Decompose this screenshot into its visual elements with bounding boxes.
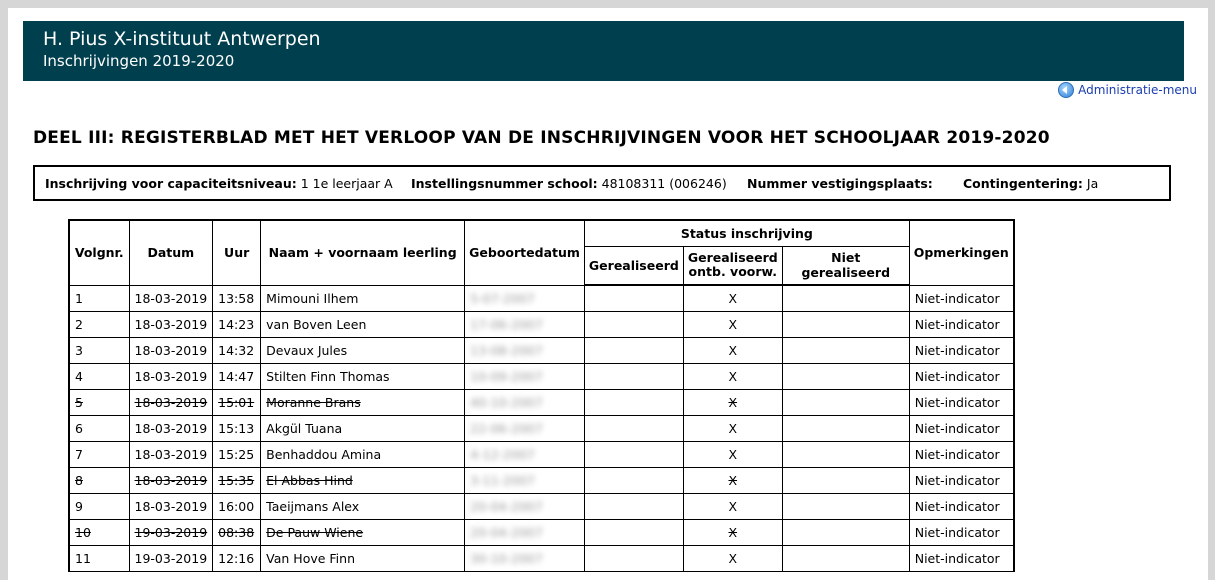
cell-ontb-voorw: X (683, 285, 782, 312)
cell-gerealiseerd (584, 468, 683, 494)
cell-gerealiseerd (584, 312, 683, 338)
capaciteit-value: 1 1e leerjaar A (300, 175, 393, 191)
cell-naam: van Boven Leen (261, 312, 465, 338)
cell-gerealiseerd (584, 546, 683, 572)
cell-ontb-voorw: X (683, 468, 782, 494)
cell-ontb-voorw: X (683, 520, 782, 546)
cell-opmerkingen: Niet-indicator (909, 520, 1014, 546)
contingentering-label: Contingentering: (963, 175, 1083, 191)
cell-ontb-voorw: X (683, 338, 782, 364)
table-row (69, 416, 1014, 442)
back-arrow-icon (1058, 82, 1074, 98)
col-gerealiseerd: Gerealiseerd (584, 246, 683, 285)
cell-niet-gerealiseerd (782, 468, 909, 494)
cell-geboortedatum: 30-10-2007 (465, 546, 585, 572)
cell-gerealiseerd (584, 390, 683, 416)
cell-opmerkingen: Niet-indicator (909, 285, 1014, 312)
cell-ontb-voorw: X (683, 416, 782, 442)
cell-uur: 15:35 (213, 468, 261, 494)
cell-datum: 18-03-2019 (129, 390, 213, 416)
table-row (69, 494, 1014, 520)
table-row (69, 520, 1014, 546)
cell-uur: 15:25 (213, 442, 261, 468)
vestiging-info (747, 176, 963, 191)
cell-niet-gerealiseerd (782, 285, 909, 312)
cell-volgnr: 1 (69, 285, 129, 312)
info-box (33, 165, 1171, 201)
cell-volgnr: 8 (69, 468, 129, 494)
cell-gerealiseerd (584, 494, 683, 520)
cell-ontb-voorw: X (683, 312, 782, 338)
cell-niet-gerealiseerd (782, 546, 909, 572)
cell-datum: 18-03-2019 (129, 416, 213, 442)
cell-naam: Van Hove Finn (261, 546, 465, 572)
cell-uur: 16:00 (213, 494, 261, 520)
cell-datum: 19-03-2019 (129, 520, 213, 546)
col-niet-gerealiseerd: Niet gerealiseerd (782, 246, 909, 285)
table-row (69, 546, 1014, 572)
cell-uur: 08:38 (213, 520, 261, 546)
cell-naam: Taeijmans Alex (261, 494, 465, 520)
cell-datum: 18-03-2019 (129, 442, 213, 468)
cell-geboortedatum: 3-11-2007 (465, 468, 585, 494)
col-naam: Naam + voornaam leerling (261, 220, 465, 285)
cell-uur: 13:58 (213, 285, 261, 312)
cell-naam: Moranne Brans (261, 390, 465, 416)
cell-volgnr: 4 (69, 364, 129, 390)
cell-opmerkingen: Niet-indicator (909, 494, 1014, 520)
cell-volgnr: 5 (69, 390, 129, 416)
col-uur: Uur (213, 220, 261, 285)
instelling-value: 48108311 (006246) (601, 175, 727, 191)
cell-datum: 18-03-2019 (129, 468, 213, 494)
table-body (69, 285, 1014, 572)
cell-volgnr: 3 (69, 338, 129, 364)
vestiging-label: Nummer vestigingsplaats: (747, 175, 933, 191)
table-row (69, 338, 1014, 364)
cell-opmerkingen: Niet-indicator (909, 546, 1014, 572)
cell-ontb-voorw: X (683, 390, 782, 416)
cell-niet-gerealiseerd (782, 338, 909, 364)
table-row (69, 468, 1014, 494)
admin-menu-label[interactable]: Administratie-menu (1078, 83, 1197, 97)
cell-volgnr: 6 (69, 416, 129, 442)
cell-naam: Benhaddou Amina (261, 442, 465, 468)
ontb-line1: Gerealiseerd (687, 250, 778, 266)
admin-menu-link[interactable] (1058, 82, 1197, 98)
table-row (69, 312, 1014, 338)
col-ontb-voorw (683, 246, 782, 285)
cell-naam: De Pauw Wiene (261, 520, 465, 546)
cell-geboortedatum: 5-07-2007 (465, 285, 585, 312)
cell-volgnr: 11 (69, 546, 129, 572)
cell-niet-gerealiseerd (782, 390, 909, 416)
cell-opmerkingen: Niet-indicator (909, 416, 1014, 442)
cell-volgnr: 7 (69, 442, 129, 468)
cell-naam: Stilten Finn Thomas (261, 364, 465, 390)
cell-datum: 18-03-2019 (129, 338, 213, 364)
cell-geboortedatum: 20-04-2007 (465, 520, 585, 546)
cell-volgnr: 2 (69, 312, 129, 338)
cell-volgnr: 10 (69, 520, 129, 546)
col-volgnr: Volgnr. (69, 220, 129, 285)
table-row (69, 442, 1014, 468)
col-opmerkingen: Opmerkingen (909, 220, 1014, 285)
cell-uur: 15:01 (213, 390, 261, 416)
instelling-label: Instellingsnummer school: (411, 175, 598, 191)
contingentering-info (963, 176, 1098, 191)
cell-niet-gerealiseerd (782, 312, 909, 338)
cell-geboortedatum: 40-10-2007 (465, 390, 585, 416)
cell-geboortedatum: 4-12-2007 (465, 442, 585, 468)
cell-ontb-voorw: X (683, 442, 782, 468)
page-title: DEEL III: REGISTERBLAD MET HET VERLOOP VAN DE INSCHRIJVINGEN VOOR HET SCHOOLJAAR 2019-2020 (33, 128, 1050, 148)
cell-datum: 19-03-2019 (129, 546, 213, 572)
cell-naam: Devaux Jules (261, 338, 465, 364)
table-row (69, 390, 1014, 416)
instelling-info (411, 176, 747, 191)
ontb-line2: ontb. voorw. (688, 264, 778, 280)
cell-geboortedatum: 10-09-2007 (465, 364, 585, 390)
cell-opmerkingen: Niet-indicator (909, 364, 1014, 390)
cell-niet-gerealiseerd (782, 520, 909, 546)
cell-geboortedatum: 13-08-2007 (465, 338, 585, 364)
col-status: Status inschrijving (584, 220, 909, 246)
table-row (69, 364, 1014, 390)
capaciteit-label: Inschrijving voor capaciteitsniveau: (45, 175, 297, 191)
cell-datum: 18-03-2019 (129, 285, 213, 312)
cell-opmerkingen: Niet-indicator (909, 338, 1014, 364)
cell-geboortedatum: 20-04-2007 (465, 494, 585, 520)
capaciteit-info (45, 176, 411, 191)
contingentering-value: Ja (1086, 175, 1099, 191)
cell-gerealiseerd (584, 364, 683, 390)
table-row (69, 285, 1014, 312)
cell-ontb-voorw: X (683, 546, 782, 572)
cell-naam: El Abbas Hind (261, 468, 465, 494)
col-datum: Datum (129, 220, 213, 285)
cell-gerealiseerd (584, 416, 683, 442)
cell-niet-gerealiseerd (782, 364, 909, 390)
cell-geboortedatum: 22-06-2007 (465, 416, 585, 442)
cell-opmerkingen: Niet-indicator (909, 312, 1014, 338)
cell-gerealiseerd (584, 285, 683, 312)
cell-opmerkingen: Niet-indicator (909, 468, 1014, 494)
cell-uur: 14:23 (213, 312, 261, 338)
cell-ontb-voorw: X (683, 494, 782, 520)
cell-gerealiseerd (584, 338, 683, 364)
cell-niet-gerealiseerd (782, 442, 909, 468)
cell-naam: Mimouni Ilhem (261, 285, 465, 312)
cell-opmerkingen: Niet-indicator (909, 390, 1014, 416)
cell-volgnr: 9 (69, 494, 129, 520)
header-subtitle: Inschrijvingen 2019-2020 (43, 52, 235, 70)
cell-niet-gerealiseerd (782, 494, 909, 520)
col-geboortedatum: Geboortedatum (465, 220, 585, 285)
cell-geboortedatum: 17-06-2007 (465, 312, 585, 338)
cell-uur: 14:47 (213, 364, 261, 390)
cell-datum: 18-03-2019 (129, 494, 213, 520)
cell-datum: 18-03-2019 (129, 364, 213, 390)
cell-naam: Akgül Tuana (261, 416, 465, 442)
cell-gerealiseerd (584, 520, 683, 546)
cell-uur: 14:32 (213, 338, 261, 364)
page-header (23, 21, 1184, 81)
cell-opmerkingen: Niet-indicator (909, 442, 1014, 468)
cell-gerealiseerd (584, 442, 683, 468)
cell-uur: 12:16 (213, 546, 261, 572)
cell-uur: 15:13 (213, 416, 261, 442)
cell-datum: 18-03-2019 (129, 312, 213, 338)
cell-ontb-voorw: X (683, 364, 782, 390)
register-table (68, 219, 1015, 572)
school-name: H. Pius X-instituut Antwerpen (43, 28, 321, 50)
cell-niet-gerealiseerd (782, 416, 909, 442)
